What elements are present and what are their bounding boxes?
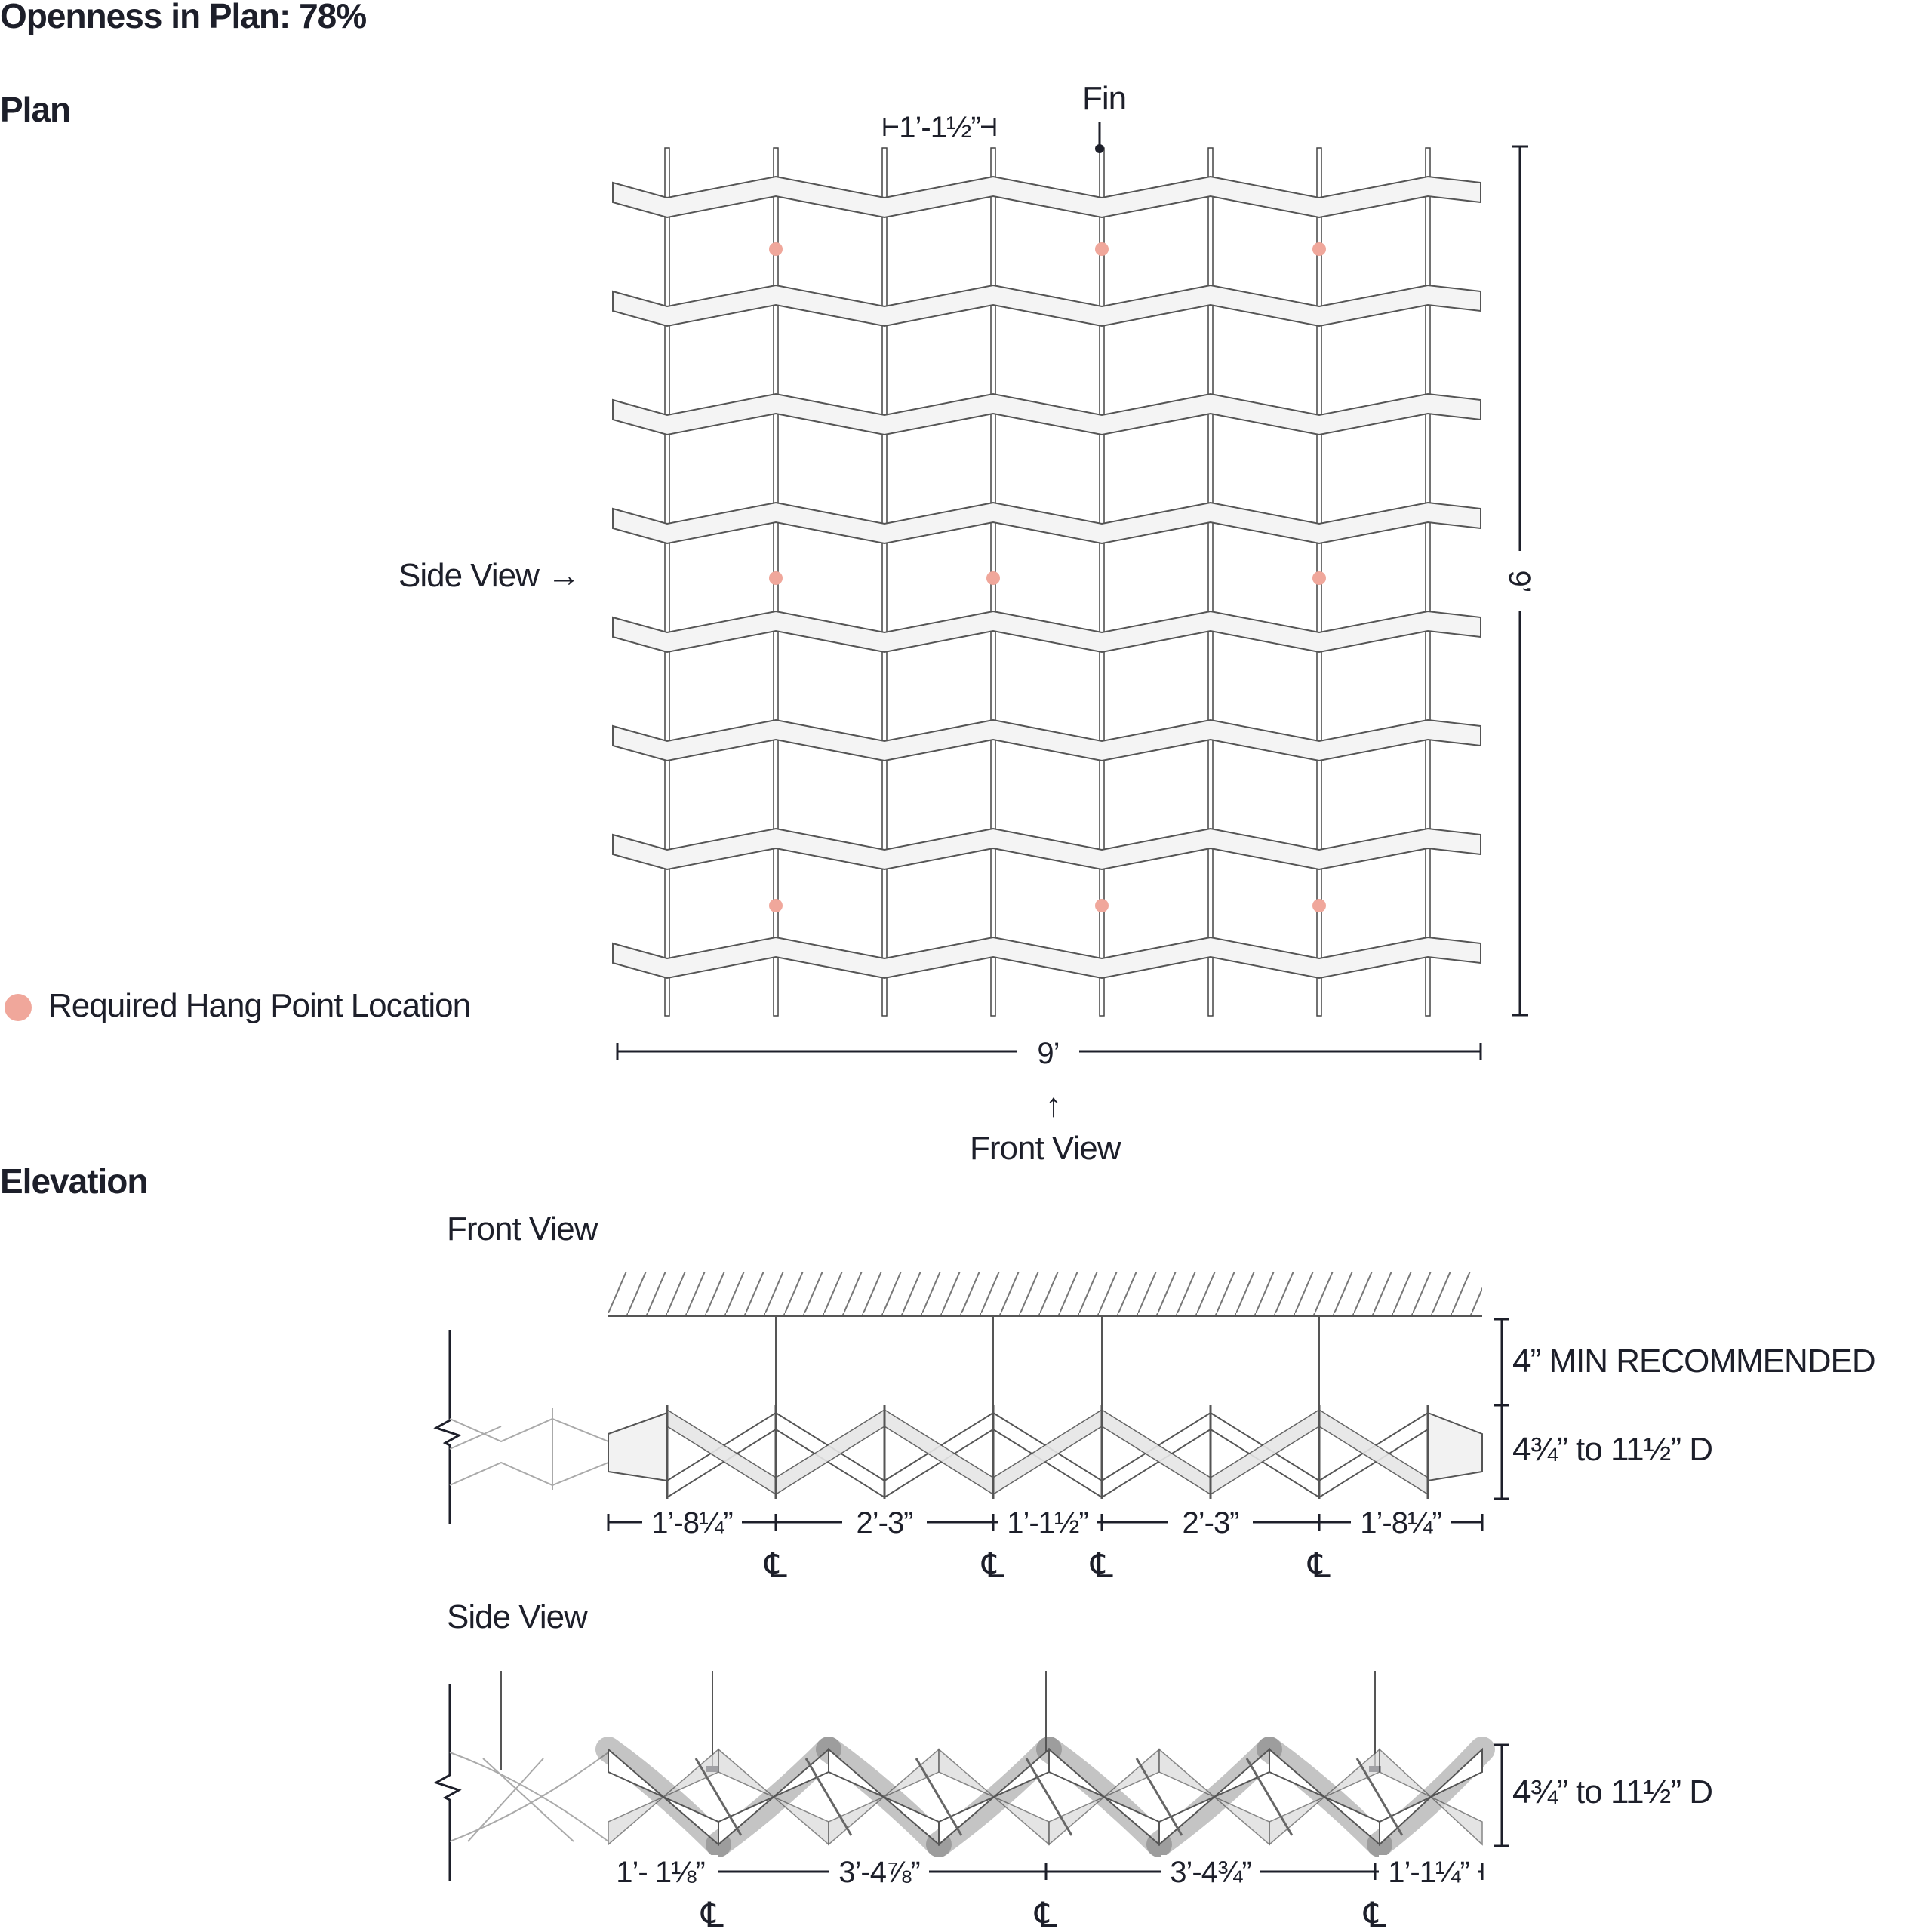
hang-point [1312,571,1326,585]
side-depth-label: 4¾” to 11½” D [1512,1774,1712,1810]
openness-heading: Openness in Plan: 78% [0,0,367,35]
side-elevation [436,1671,1509,1932]
side-zigzag-panels [608,1749,1482,1844]
plan-panel-row [613,829,1481,869]
side-spacing-label: 1’-1¼” [1388,1856,1469,1889]
hang-point [769,242,783,256]
side-centerline-mark: ℄ [701,1895,724,1932]
front-centerline-mark: ℄ [982,1546,1004,1585]
hang-point [1095,242,1109,256]
side-spacing-chain [603,1855,1482,1932]
plan-view [5,111,1536,1070]
front-depth-label: 4¾” to 11½” D [1512,1431,1712,1468]
plan-fin [665,148,669,1016]
plan-heading: Plan [0,90,71,129]
plan-width-text: 9’ [1037,1037,1060,1070]
hang-point [769,899,783,912]
front-faded-continuation [450,1408,608,1490]
legend-hang-point-dot [5,994,32,1021]
side-spacing-label: 3’-4¾” [1170,1856,1251,1889]
front-spacing-label: 2’-3” [856,1506,913,1540]
hang-point [1312,242,1326,256]
side-spacing-label: 3’-4⅞” [838,1856,920,1889]
ceiling-hatch [608,1272,1482,1316]
front-spacing-label: 1’-8¼” [1360,1506,1441,1540]
side-vertical-dim [1494,1745,1509,1846]
plan-fin [1208,148,1213,1016]
side-view-pointer: Side View → [398,557,580,594]
plan-panel-row [613,720,1481,761]
front-spacing-chain [608,1506,1482,1585]
plan-panel-row [613,503,1481,543]
plan-hang-points [769,242,1326,912]
side-spacing-label: 1’- 1⅛” [616,1856,705,1889]
plan-height-text: 9’ [1503,570,1536,592]
front-zigzag-panels [608,1405,1482,1499]
plan-panel-row [613,394,1481,435]
front-view-pointer: Front View [970,1130,1121,1167]
side-centerline-mark: ℄ [1364,1895,1386,1932]
side-break-line [436,1684,459,1881]
front-cables [776,1316,1319,1410]
plan-panel-row [613,611,1481,652]
front-end-cap [608,1413,667,1481]
hang-point [1095,899,1109,912]
clearance-label: 4” MIN RECOMMENDED [1512,1343,1875,1380]
plan-panels [613,177,1481,978]
front-spacing-label: 1’-1½” [1007,1506,1088,1540]
side-faded-continuation [450,1752,608,1841]
plan-fin [1100,148,1104,1016]
plan-panel-row [613,285,1481,326]
front-centerline-mark: ℄ [1091,1546,1113,1585]
plan-height-dimension [1503,146,1536,1015]
fin-spacing-text: 1’-1½” [899,111,980,144]
plan-width-dimension [617,1037,1481,1070]
elevation-heading: Elevation [0,1161,148,1201]
front-view-title: Front View [447,1211,598,1247]
front-view-arrow: ↑ [1045,1087,1061,1124]
front-spacing-label: 1’-8¼” [651,1506,733,1540]
side-centerline-mark: ℄ [1035,1895,1057,1932]
front-elevation [436,1272,1509,1585]
front-vertical-dims [1494,1319,1509,1499]
plan-fin [1426,148,1430,1016]
hang-point [1312,899,1326,912]
front-spacing-label: 2’-3” [1182,1506,1239,1540]
hang-point [769,571,783,585]
front-centerline-mark: ℄ [764,1546,787,1585]
fin-spacing-dimension [884,111,995,144]
front-centerline-mark: ℄ [1308,1546,1331,1585]
front-end-cap [1428,1413,1482,1481]
hang-point [986,571,1000,585]
fin-leader-dot [1095,144,1104,153]
plan-fin [882,148,887,1016]
legend-hang-point: Required Hang Point Location [48,987,471,1024]
side-view-title: Side View [447,1598,587,1635]
fin-label: Fin [1082,80,1127,117]
plan-panel-row [613,937,1481,978]
front-break-line [436,1330,459,1524]
plan-panel-row [613,177,1481,217]
